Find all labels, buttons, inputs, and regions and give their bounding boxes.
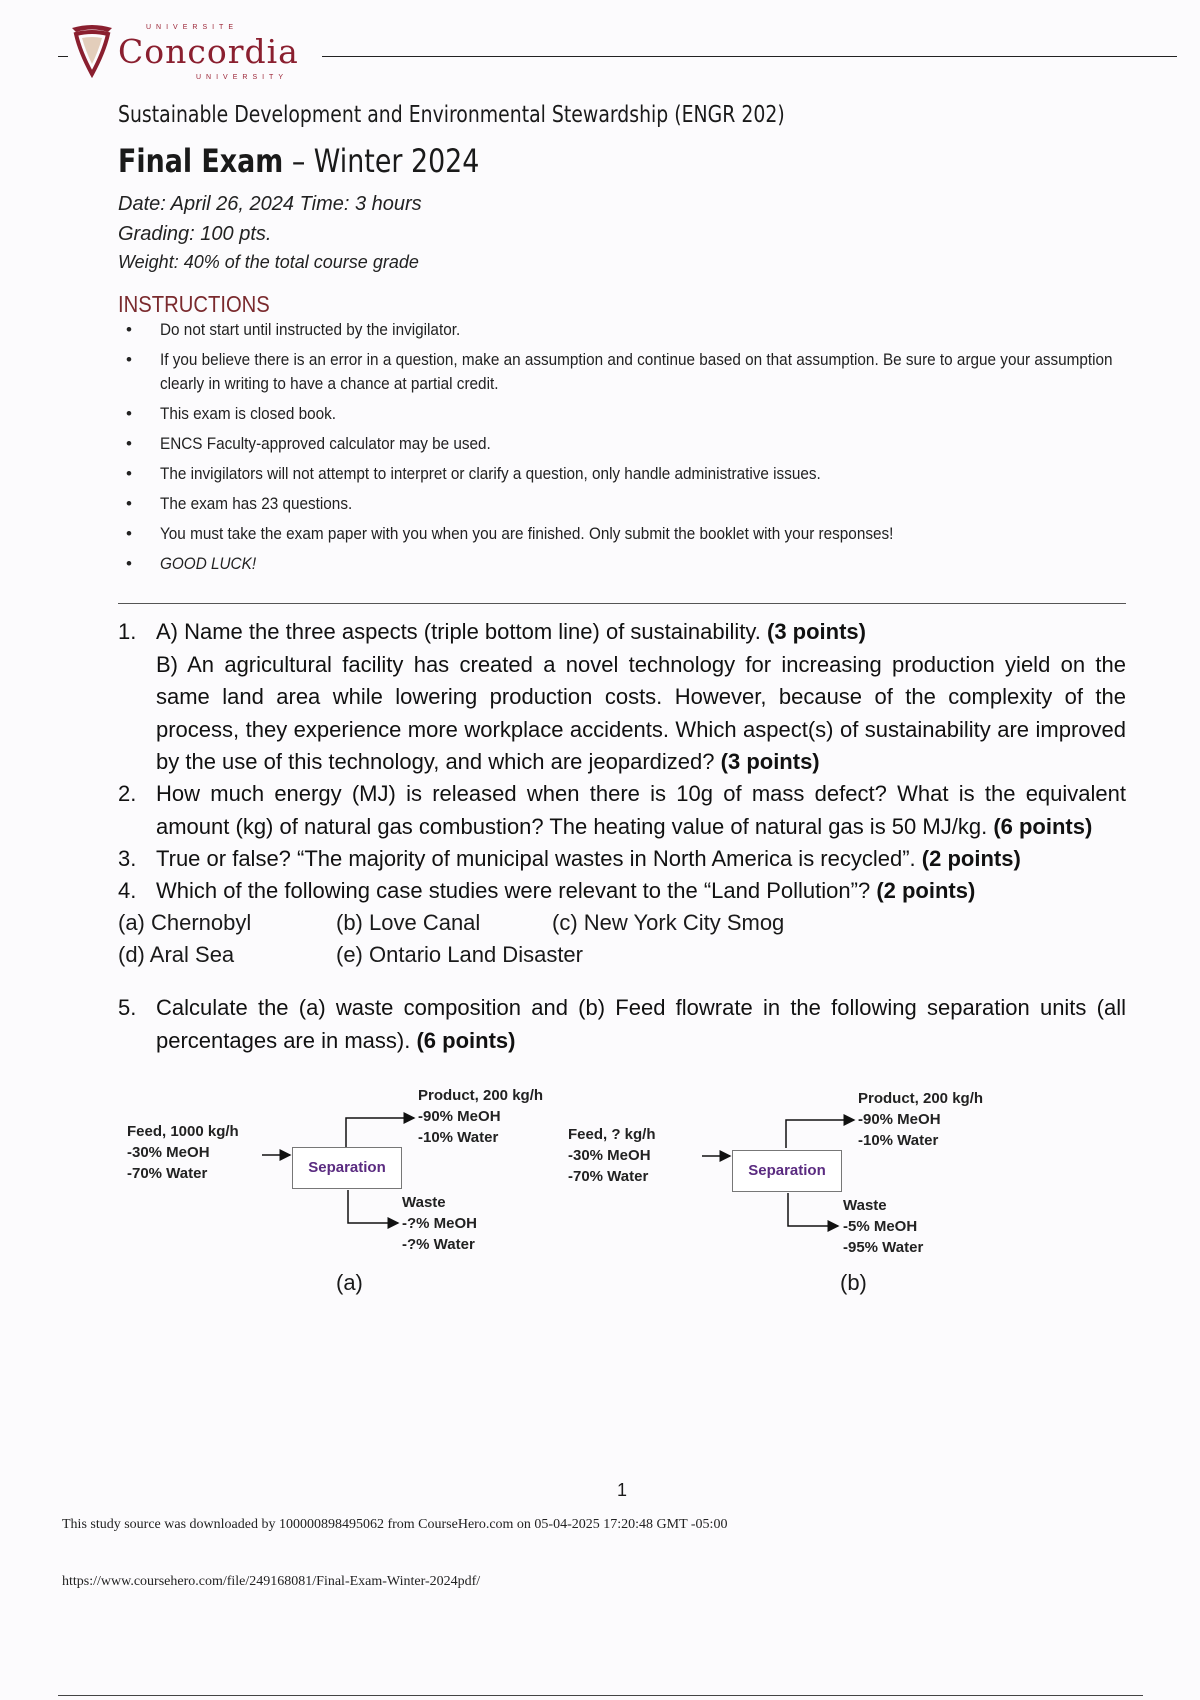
logo-top-text: UNIVERSITE — [146, 24, 239, 31]
exam-grading: Grading: 100 pts. — [118, 223, 272, 245]
instruction-item: • If you believe there is an error in a question, make an assumption and continue based on that assumption. Be sure to argue your assumption clearly in writing to have a chance at partial credit. — [126, 350, 1113, 393]
instruction-item: • You must take the exam paper with you when you are finished. Only submit the booklet with your responses! — [126, 524, 894, 543]
bottom-rule — [58, 1695, 1143, 1696]
diagram-b-caption: (b) — [840, 1270, 867, 1295]
question-5-points: (6 points) — [416, 1027, 516, 1053]
question-2-points: (6 points) — [993, 813, 1093, 839]
option-b: (b) Love Canal — [336, 910, 481, 935]
diagram-a-caption: (a) — [336, 1270, 363, 1295]
instruction-item: • The exam has 23 questions. — [126, 494, 353, 513]
exam-date-time: Date: April 26, 2024 Time: 3 hours — [118, 193, 422, 215]
separation-unit-b: Separation — [732, 1150, 842, 1192]
waste-arrow-a — [348, 1190, 398, 1223]
question-1a-points: (3 points) — [767, 619, 866, 644]
question-1b-text: B) An agricultural facility has created a novel technology for increasing production yield on the same land area while lowering production costs. However, because of the complexity of the process, they experience more workplace accidents. Which aspect(s) of sustainability are improved by the use of this technology, and which are jeopardized? — [156, 651, 1126, 774]
exam-weight: Weight: 40% of the total course grade — [118, 252, 419, 272]
question-3-text: True or false? “The majority of municipal wastes in North America is recycled”. — [156, 846, 916, 871]
exam-title-bold: Final Exam — [118, 142, 284, 180]
waste-label-b: Waste -5% MeOH -95% Water — [843, 1197, 924, 1256]
separation-unit-a: Separation — [292, 1147, 402, 1189]
option-e: (e) Ontario Land Disaster — [336, 942, 583, 967]
instruction-item: • GOOD LUCK! — [126, 554, 257, 573]
question-3-points: (2 points) — [921, 846, 1021, 871]
question-4-text: Which of the following case studies were relevant to the “Land Pollution”? — [156, 878, 871, 903]
waste-label-a: Waste -?% MeOH -?% Water — [402, 1194, 477, 1253]
instruction-item: • ENCS Faculty-approved calculator may be used. — [126, 434, 491, 453]
question-5-text: Calculate the (a) waste composition and (b) Feed flowrate in the following separation units (all percentages are in mass). — [156, 995, 1126, 1053]
question-number: 5. — [118, 995, 137, 1020]
option-d: (d) Aral Sea — [118, 942, 235, 967]
question-number: 4. — [118, 878, 137, 903]
page-number: 1 — [617, 1480, 628, 1500]
question-number: 2. — [118, 781, 137, 806]
source-url[interactable]: https://www.coursehero.com/file/249168081/Final-Exam-Winter-2024pdf/ — [62, 1574, 481, 1589]
product-label-b: Product, 200 kg/h -90% MeOH -10% Water — [858, 1090, 984, 1149]
source-line: This study source was downloaded by 100000898495062 from CourseHero.com on 05-04-2025 17:20:48 GMT -05:00 — [62, 1517, 728, 1532]
feed-label-b: Feed, ? kg/h -30% MeOH -70% Water — [568, 1126, 656, 1185]
exam-title-rest: – Winter 2024 — [283, 142, 480, 180]
instruction-item: • This exam is closed book. — [126, 404, 337, 423]
question-number: 1. — [118, 619, 137, 644]
instructions-heading: INSTRUCTIONS — [118, 291, 270, 317]
instruction-item: • The invigilators will not attempt to interpret or clarify a question, only handle administrative issues. — [126, 464, 821, 483]
feed-label-a: Feed, 1000 kg/h -30% MeOH -70% Water — [127, 1123, 239, 1182]
option-a: (a) Chernobyl — [118, 910, 252, 935]
product-arrow-b — [786, 1120, 854, 1148]
product-arrow-a — [346, 1118, 414, 1147]
question-2-text: How much energy (MJ) is released when there is 10g of mass defect? What is the equivalent amount (kg) of natural gas combustion? The heating value of natural gas is 50 MJ/kg. — [156, 781, 1126, 839]
instruction-item: • Do not start until instructed by the invigilator. — [126, 320, 461, 339]
product-label-a: Product, 200 kg/h -90% MeOH -10% Water — [418, 1087, 544, 1146]
logo-bottom-text: UNIVERSITY — [196, 74, 289, 81]
question-1b-points: (3 points) — [720, 749, 820, 774]
course-title: Sustainable Development and Environmental Stewardship (ENGR 202) — [118, 102, 785, 128]
option-c: (c) New York City Smog — [552, 910, 785, 935]
question-number: 3. — [118, 846, 137, 871]
question-4-points: (2 points) — [876, 878, 976, 903]
logo-wordmark: Concordia — [118, 32, 299, 71]
waste-arrow-b — [788, 1193, 838, 1226]
question-1a-text: A) Name the three aspects (triple bottom line) of sustainability. — [156, 619, 761, 644]
